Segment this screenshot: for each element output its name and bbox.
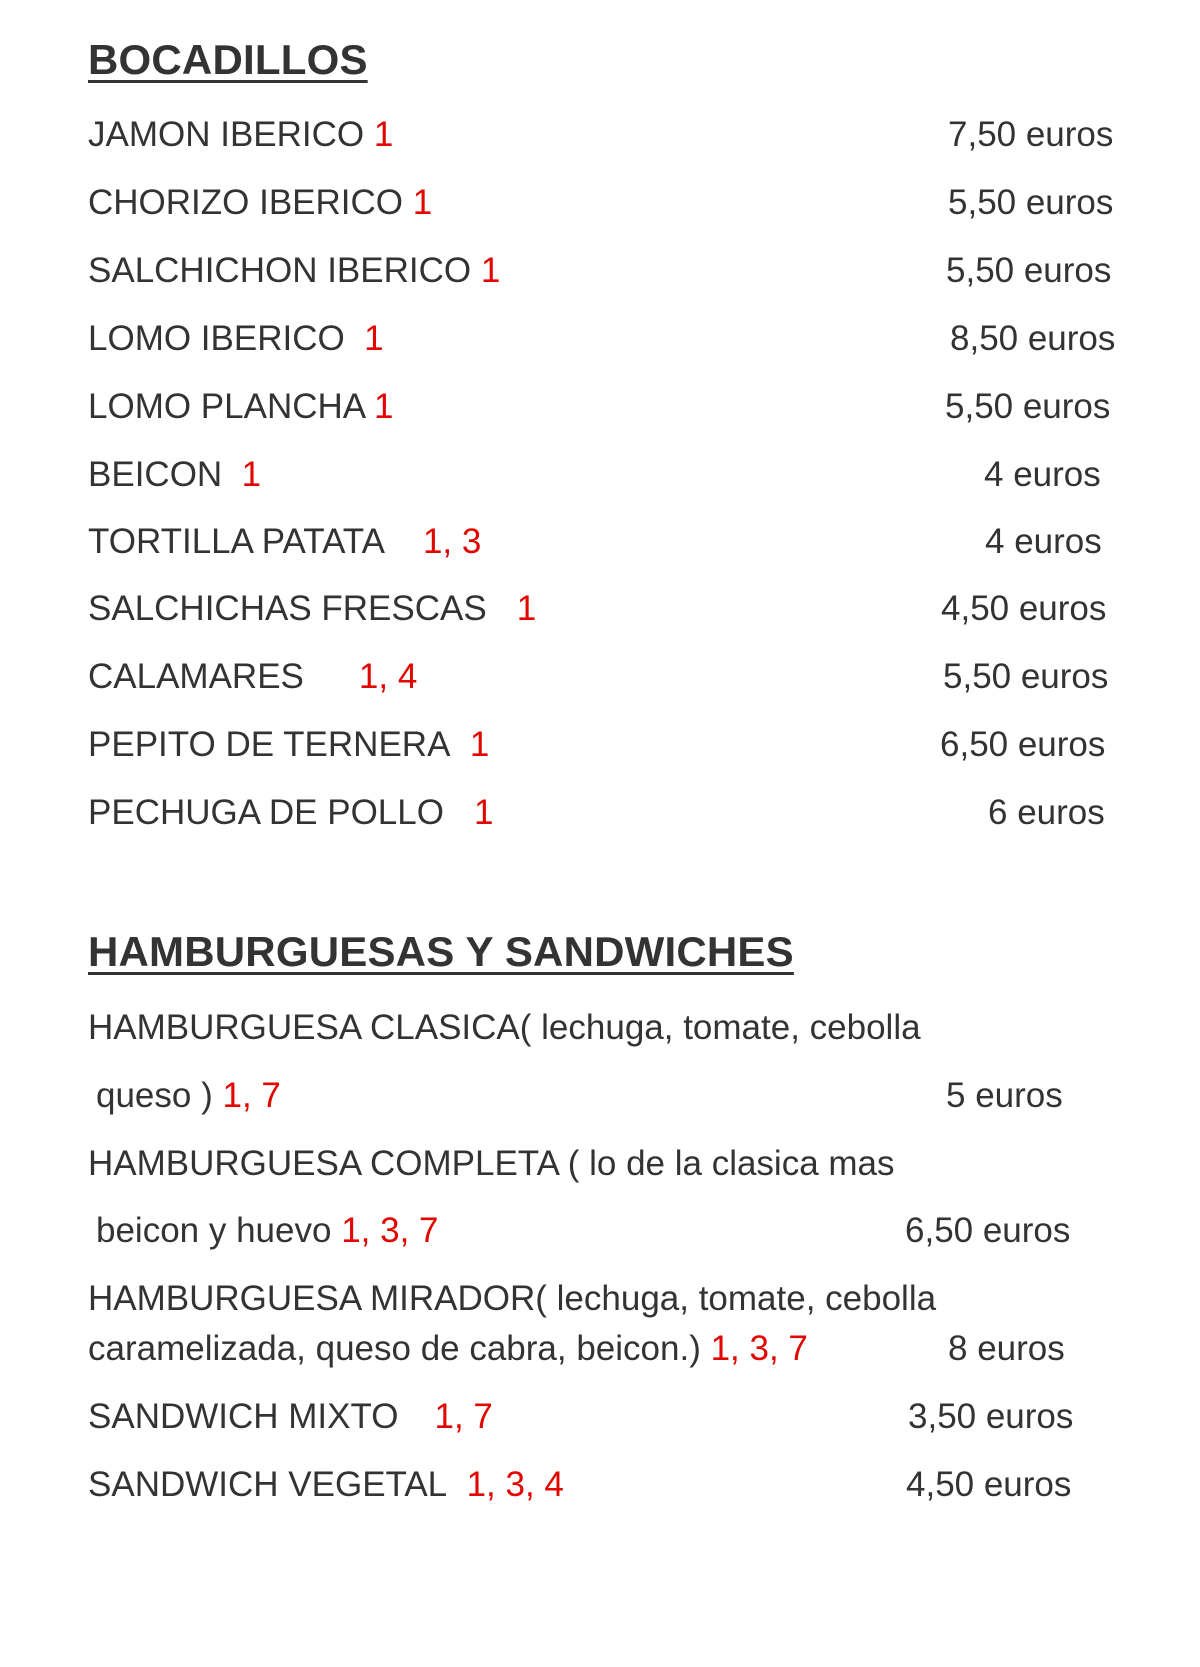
item-price: 5 euros bbox=[946, 1076, 1063, 1115]
item-description-line: queso ) bbox=[96, 1076, 213, 1115]
item-price: 5,50 euros bbox=[948, 183, 1114, 222]
item-name: SANDWICH VEGETAL bbox=[88, 1465, 448, 1504]
item-name: SALCHICHAS FRESCAS bbox=[88, 589, 487, 628]
item-price: 7,50 euros bbox=[948, 115, 1114, 154]
item-name: CALAMARES bbox=[88, 657, 304, 696]
item-name: SANDWICH MIXTO bbox=[88, 1397, 399, 1436]
allergen-codes: 1 bbox=[480, 251, 501, 290]
item-description-line: beicon y huevo bbox=[96, 1211, 332, 1250]
allergen-codes: 1 bbox=[364, 319, 384, 358]
item-price: 4 euros bbox=[984, 455, 1101, 494]
item-price: 4,50 euros bbox=[906, 1465, 1072, 1504]
item-name: CHORIZO IBERICO bbox=[88, 183, 404, 222]
item-price: 4 euros bbox=[985, 522, 1102, 561]
menu-item bbox=[88, 115, 1200, 165]
item-price: 6 euros bbox=[988, 793, 1105, 832]
allergen-codes: 1, 3, 7 bbox=[341, 1211, 439, 1250]
item-price: 4,50 euros bbox=[941, 589, 1107, 628]
menu-item bbox=[88, 725, 1200, 775]
section-title-bocadillos: BOCADILLOS bbox=[88, 36, 368, 83]
item-description-line: HAMBURGUESA COMPLETA ( lo de la clasica mas bbox=[88, 1144, 895, 1183]
menu-item bbox=[88, 1465, 1200, 1515]
menu-item bbox=[88, 455, 1200, 505]
menu-item bbox=[88, 251, 1200, 301]
item-description-line: HAMBURGUESA MIRADOR( lechuga, tomate, cebolla bbox=[88, 1279, 937, 1318]
menu-item bbox=[88, 319, 1200, 369]
item-name: PECHUGA DE POLLO bbox=[88, 793, 444, 832]
item-price: 3,50 euros bbox=[908, 1397, 1074, 1436]
allergen-codes: 1, 3, 7 bbox=[710, 1329, 808, 1368]
allergen-codes: 1, 4 bbox=[358, 657, 418, 696]
item-price: 5,50 euros bbox=[945, 387, 1111, 426]
section-title-hamburguesas-sandwiches: HAMBURGUESAS Y SANDWICHES bbox=[88, 928, 794, 975]
item-name: TORTILLA PATATA bbox=[88, 522, 385, 561]
menu-item bbox=[88, 657, 1200, 707]
item-description-line: HAMBURGUESA CLASICA( lechuga, tomate, cebolla bbox=[88, 1008, 921, 1047]
allergen-codes: 1, 7 bbox=[222, 1076, 281, 1115]
item-price: 6,50 euros bbox=[905, 1211, 1071, 1250]
item-price: 5,50 euros bbox=[943, 657, 1109, 696]
menu-item bbox=[88, 793, 1200, 843]
menu-item bbox=[88, 387, 1200, 437]
item-name: BEICON bbox=[88, 455, 223, 494]
menu-item bbox=[88, 522, 1200, 572]
allergen-codes: 1, 7 bbox=[434, 1397, 493, 1436]
item-name: SALCHICHON IBERICO bbox=[88, 251, 472, 290]
allergen-codes: 1, 3 bbox=[422, 522, 482, 561]
allergen-codes: 1 bbox=[373, 387, 394, 426]
allergen-codes: 1 bbox=[469, 725, 490, 764]
item-price: 6,50 euros bbox=[940, 725, 1106, 764]
item-price: 8,50 euros bbox=[950, 319, 1116, 358]
allergen-codes: 1 bbox=[241, 455, 262, 494]
menu-item bbox=[88, 183, 1200, 233]
item-name: LOMO PLANCHA bbox=[88, 387, 365, 426]
item-name: LOMO IBERICO bbox=[88, 319, 345, 358]
item-name: PEPITO DE TERNERA bbox=[88, 725, 451, 764]
item-name: JAMON IBERICO bbox=[88, 115, 365, 154]
menu-item bbox=[88, 1397, 1200, 1447]
allergen-codes: 1 bbox=[516, 589, 537, 628]
item-price: 5,50 euros bbox=[946, 251, 1112, 290]
item-description-line: caramelizada, queso de cabra, beicon.) bbox=[88, 1329, 701, 1368]
menu-item bbox=[88, 589, 1200, 639]
allergen-codes: 1 bbox=[412, 183, 433, 222]
allergen-codes: 1, 3, 4 bbox=[466, 1465, 564, 1504]
allergen-codes: 1 bbox=[473, 793, 494, 832]
item-price: 8 euros bbox=[948, 1329, 1065, 1368]
allergen-codes: 1 bbox=[373, 115, 394, 154]
